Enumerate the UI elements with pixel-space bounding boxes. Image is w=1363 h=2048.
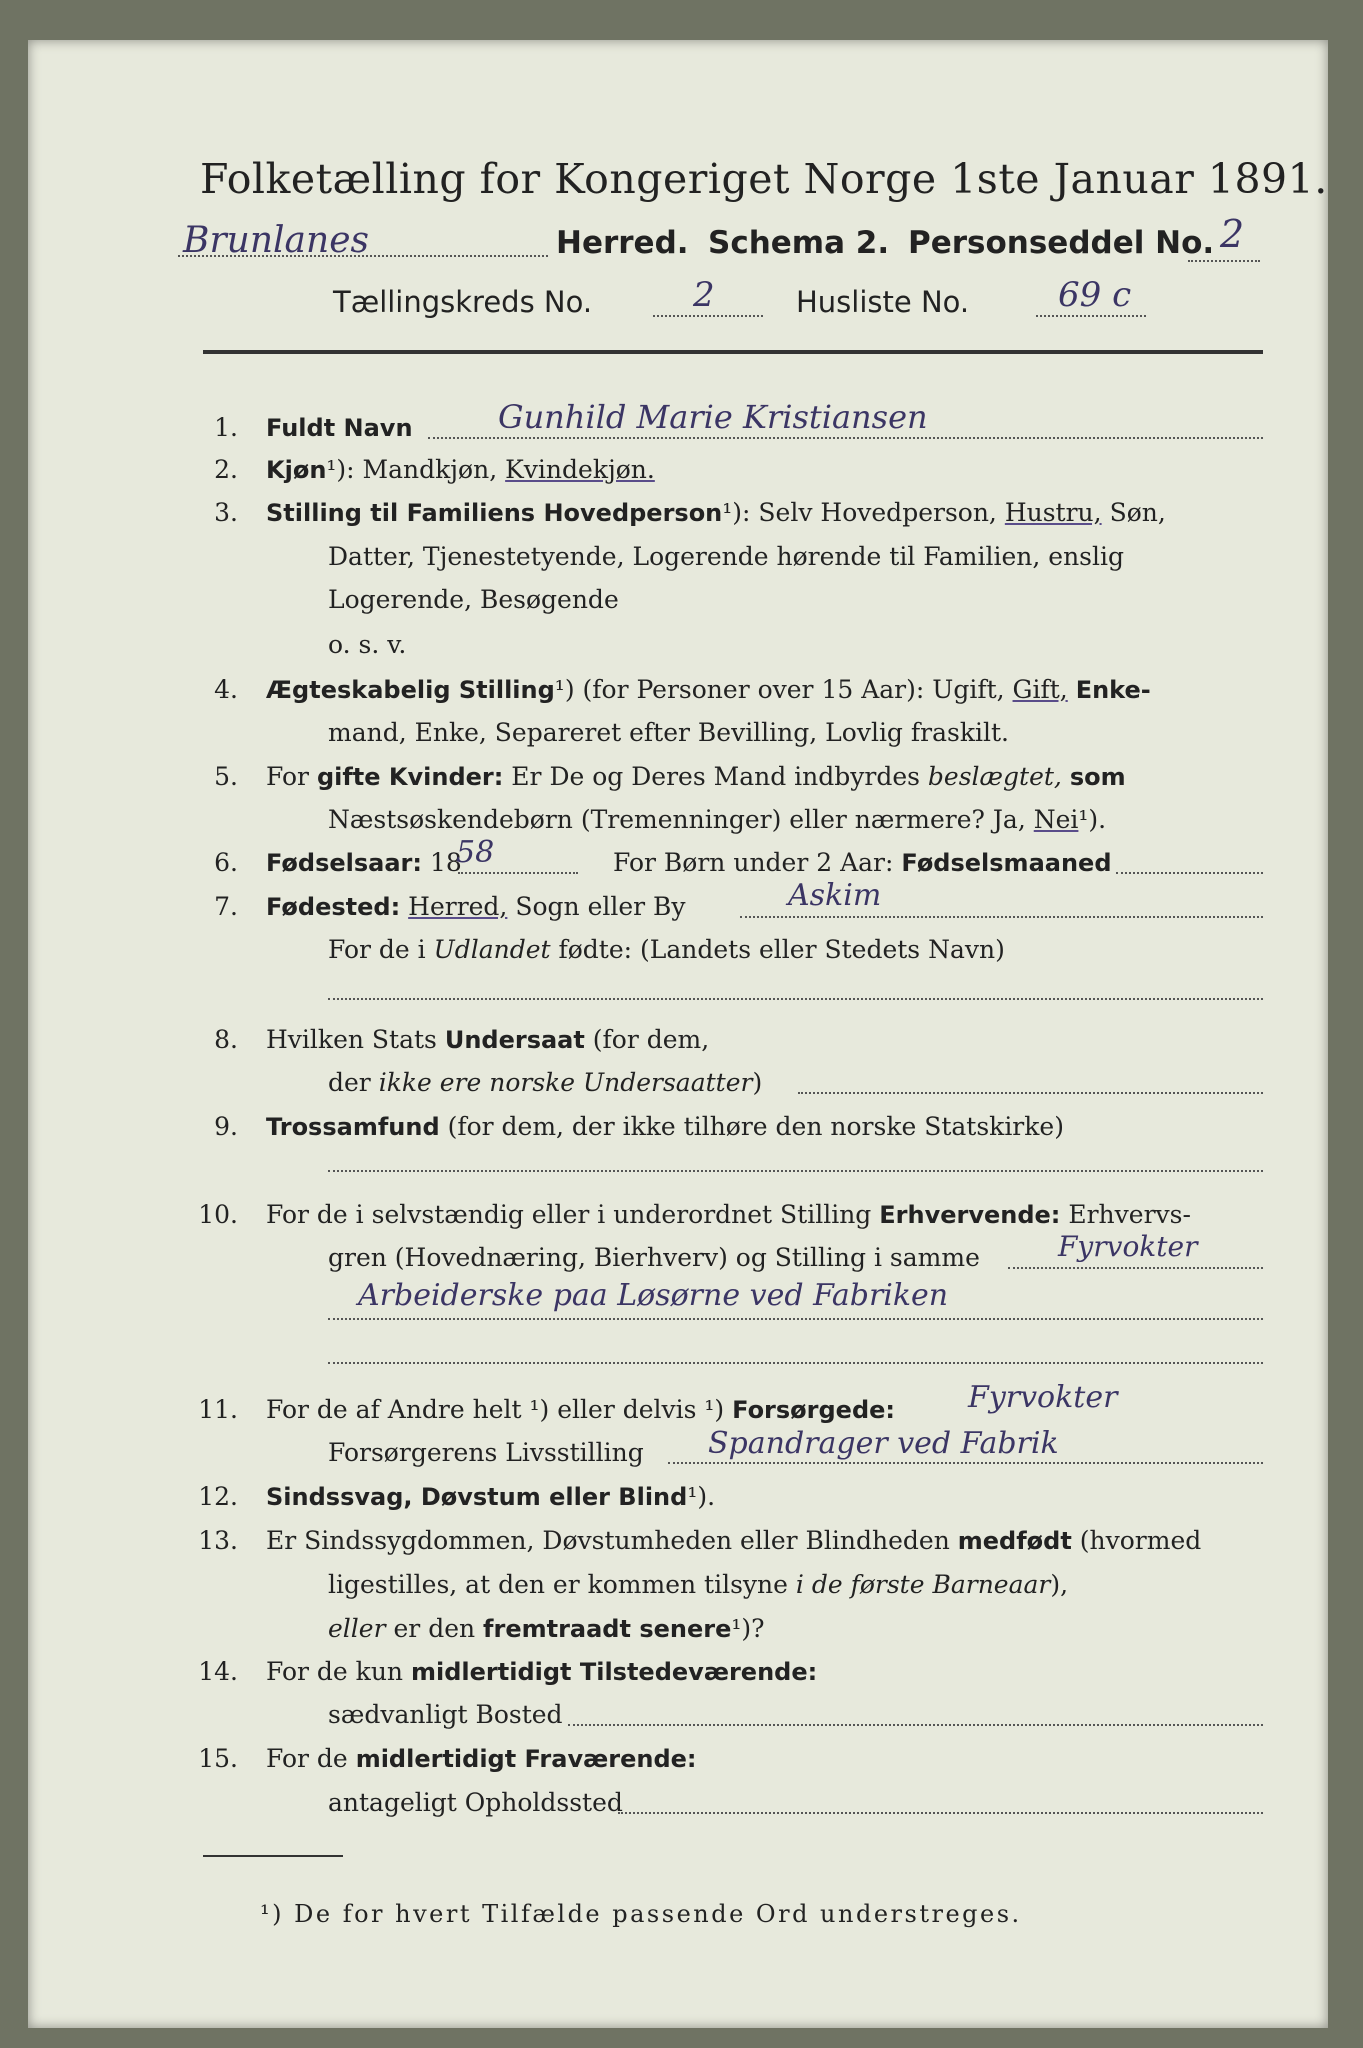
item-11-number: 11.	[198, 1395, 238, 1424]
item-5-italic: beslægtet,	[927, 762, 1062, 791]
item-6-label-2: Fødselsmaaned	[901, 849, 1112, 877]
item-5-number: 5.	[214, 762, 238, 791]
item-10-label: Erhvervende:	[879, 1201, 1061, 1229]
item-3-options-a: ¹): Selv Hovedperson,	[722, 498, 997, 527]
item-8-number: 8.	[214, 1025, 238, 1054]
footnote: ¹) De for hvert Tilfælde passende Ord understreges.	[260, 1900, 1022, 1928]
item-12-line	[266, 1482, 715, 1511]
item-8-italic: ikke ere norske Undersaatter	[378, 1068, 753, 1097]
item-13-text: Er Sindssygdommen, Døvstumheden eller Blindheden	[266, 1526, 950, 1555]
item-8-line-2	[328, 1068, 762, 1097]
item-13-eller: eller	[328, 1614, 386, 1643]
item-10-text: For de i selvstændig eller i underordnet Stilling	[266, 1200, 872, 1229]
item-4-options-a: ¹) (for Personer over 15 Aar): Ugift,	[554, 675, 1005, 704]
item-13-text-2: ligestilles, at den er kommen tilsyne	[328, 1570, 788, 1599]
item-11-text: For de af Andre helt ¹) eller delvis ¹)	[266, 1395, 725, 1424]
item-12-footref: ¹).	[687, 1482, 716, 1511]
husliste-handwritten: 69 c	[1058, 275, 1132, 315]
item-2-number: 2.	[214, 455, 238, 484]
item-11-label: Forsørgede:	[732, 1396, 896, 1424]
item-10-erhvervs: Erhvervs-	[1068, 1200, 1191, 1229]
husliste-label: Husliste No.	[796, 285, 970, 319]
item-12-label: Sindssvag, Døvstum eller Blind	[266, 1483, 688, 1511]
item-7-dots-2	[328, 998, 1263, 1000]
item-7-line-2	[328, 935, 1005, 964]
item-14-text: For de kun	[266, 1657, 404, 1686]
item-13-hvormed: (hvormed	[1079, 1526, 1202, 1555]
item-12-number: 12.	[198, 1482, 238, 1511]
item-6-dots	[458, 872, 578, 874]
supported-handwritten: Fyrvokter	[968, 1380, 1118, 1415]
item-5-line-1	[266, 762, 1126, 791]
item-11-line-2: Forsørgerens Livsstilling	[328, 1438, 644, 1467]
item-14-line-1	[266, 1657, 817, 1686]
item-10-dots-2	[328, 1318, 1263, 1320]
item-9-text: (for dem, der ikke tilhøre den norske Statskirke)	[447, 1112, 1064, 1141]
item-8-label: Undersaat	[444, 1026, 585, 1054]
item-11-line-1	[266, 1395, 895, 1424]
item-10-line-1	[266, 1200, 1191, 1229]
husliste-dots	[1036, 315, 1146, 317]
item-6-line-b	[613, 848, 1112, 877]
item-13-line-3	[328, 1614, 765, 1643]
item-9-line	[266, 1112, 1064, 1141]
herred-label: Herred.	[556, 225, 689, 261]
item-8-paren: )	[752, 1068, 763, 1097]
item-10-line-2: gren (Hovednæring, Bierhverv) og Stilling i samme	[328, 1243, 980, 1272]
item-4-options-b: Enke-	[1075, 676, 1151, 704]
schema-label: Schema 2.	[708, 225, 890, 261]
footnote-rule	[203, 1855, 343, 1857]
personseddel-dots	[1188, 260, 1260, 262]
item-4-number: 4.	[214, 675, 238, 704]
kreds-dots	[653, 315, 763, 317]
item-8-which: Hvilken Stats	[266, 1025, 437, 1054]
item-13-er-den: er den	[393, 1614, 476, 1643]
item-3-number: 3.	[214, 498, 238, 527]
item-15-label: midlertidigt Fraværende:	[355, 1745, 697, 1773]
item-3-label: Stilling til Familiens Hovedperson	[266, 499, 723, 527]
birth-year-handwritten: 58	[456, 835, 495, 870]
item-7-for: For de i	[328, 935, 426, 964]
kreds-label: Tællingskreds No.	[333, 285, 593, 319]
item-15-line-1	[266, 1744, 697, 1773]
item-14-line-2: sædvanligt Bosted	[328, 1700, 563, 1729]
item-6-label: Fødselsaar:	[266, 849, 422, 877]
item-10-dots-3	[328, 1362, 1263, 1364]
item-9-dots	[328, 1170, 1263, 1172]
item-1-dots	[428, 437, 1263, 439]
item-9-label: Trossamfund	[266, 1113, 440, 1141]
occupation-handwritten-2: Arbeiderske paa Løsørne ved Fabriken	[358, 1278, 949, 1313]
item-2-options: ¹): Mandkjøn,	[326, 455, 498, 484]
item-4-line-1	[266, 675, 1151, 704]
item-7-options: Sogn eller By	[515, 892, 686, 921]
herred-dots	[178, 255, 548, 257]
form-title: Folketælling for Kongeriget Norge 1ste Januar 1891.	[200, 155, 1328, 203]
item-7-label: Fødested:	[266, 893, 401, 921]
item-7-abroad: fødte: (Landets eller Stedets Navn)	[558, 935, 1005, 964]
item-2-label: Kjøn	[266, 456, 327, 484]
item-14-label: midlertidigt Tilstedeværende:	[410, 1658, 818, 1686]
item-13-footref: ¹)?	[731, 1614, 765, 1643]
item-15-number: 15.	[198, 1744, 238, 1773]
full-name-handwritten: Gunhild Marie Kristiansen	[498, 398, 928, 436]
item-3-selected: Hustru,	[1004, 498, 1102, 527]
census-form-sheet	[28, 40, 1328, 2028]
item-15-text: For de	[266, 1744, 348, 1773]
herred-handwritten: Brunlanes	[183, 220, 369, 261]
item-8-line-1	[266, 1025, 709, 1054]
item-10-dots-1	[1008, 1267, 1263, 1269]
item-1-number: 1.	[214, 413, 238, 442]
item-11-dots	[668, 1462, 1263, 1464]
item-13-line-2	[328, 1570, 1068, 1599]
item-5-question-2: Næstsøskendebørn (Tremenninger) eller nærmere? Ja,	[328, 805, 1026, 834]
item-8-for-them: (for dem,	[592, 1025, 710, 1054]
item-3-line-4: o. s. v.	[328, 630, 407, 659]
item-5-label: gifte Kvinder:	[316, 763, 504, 791]
item-2-selected: Kvindekjøn.	[505, 455, 655, 484]
item-6-number: 6.	[214, 848, 238, 877]
item-2-line	[266, 455, 655, 484]
item-13-paren: ),	[1050, 1570, 1069, 1599]
item-7-selected: Herred,	[408, 892, 508, 921]
occupation-handwritten-1: Fyrvokter	[1058, 1230, 1198, 1263]
item-9-number: 9.	[214, 1112, 238, 1141]
item-3-line-2: Datter, Tjenestetyende, Logerende hørende til Familien, enslig	[328, 542, 1125, 571]
item-13-italic: i de første Barneaar	[795, 1570, 1051, 1599]
item-6-dots-2	[1116, 872, 1263, 874]
birthplace-handwritten: Askim	[788, 878, 882, 913]
kreds-handwritten: 2	[693, 275, 715, 315]
item-5-som: som	[1069, 763, 1126, 791]
header-rule	[203, 350, 1263, 354]
item-7-dots	[740, 916, 1263, 918]
item-6-children: For Børn under 2 Aar:	[613, 848, 894, 877]
item-3-options-b: Søn,	[1109, 498, 1166, 527]
item-4-label: Ægteskabelig Stilling	[266, 676, 555, 704]
item-4-line-2: mand, Enke, Separeret efter Bevilling, Lovlig fraskilt.	[328, 718, 1009, 747]
item-8-der: der	[328, 1068, 371, 1097]
personseddel-label: Personseddel No.	[908, 225, 1215, 261]
item-10-number: 10.	[198, 1200, 238, 1229]
item-5-line-2	[328, 805, 1106, 834]
item-3-line-1	[266, 498, 1166, 527]
item-13-label-2: fremtraadt senere	[483, 1615, 732, 1643]
item-15-line-2: antageligt Opholdssted	[328, 1788, 623, 1817]
item-13-line-1	[266, 1526, 1201, 1555]
item-6-line	[266, 848, 462, 877]
item-8-dots	[798, 1092, 1263, 1094]
item-13-label: medfødt	[957, 1527, 1072, 1555]
item-15-dots	[618, 1812, 1263, 1814]
item-5-question: Er De og Deres Mand indbyrdes	[511, 762, 920, 791]
item-14-dots	[568, 1724, 1263, 1726]
item-3-line-3: Logerende, Besøgende	[328, 585, 619, 614]
item-6-year-prefix: 18	[429, 848, 462, 877]
provider-handwritten: Spandrager ved Fabrik	[708, 1426, 1059, 1461]
item-5-selected: Nei	[1033, 805, 1079, 834]
item-5-footref: ¹).	[1078, 805, 1107, 834]
item-1-label: Fuldt Navn	[266, 414, 413, 442]
item-5-for: For	[266, 762, 309, 791]
item-7-italic: Udlandet	[433, 935, 551, 964]
item-4-selected: Gift,	[1012, 675, 1068, 704]
item-14-number: 14.	[198, 1657, 238, 1686]
item-13-number: 13.	[198, 1526, 238, 1555]
item-7-number: 7.	[214, 892, 238, 921]
personseddel-handwritten: 2	[1220, 212, 1245, 256]
item-7-line	[266, 892, 686, 921]
